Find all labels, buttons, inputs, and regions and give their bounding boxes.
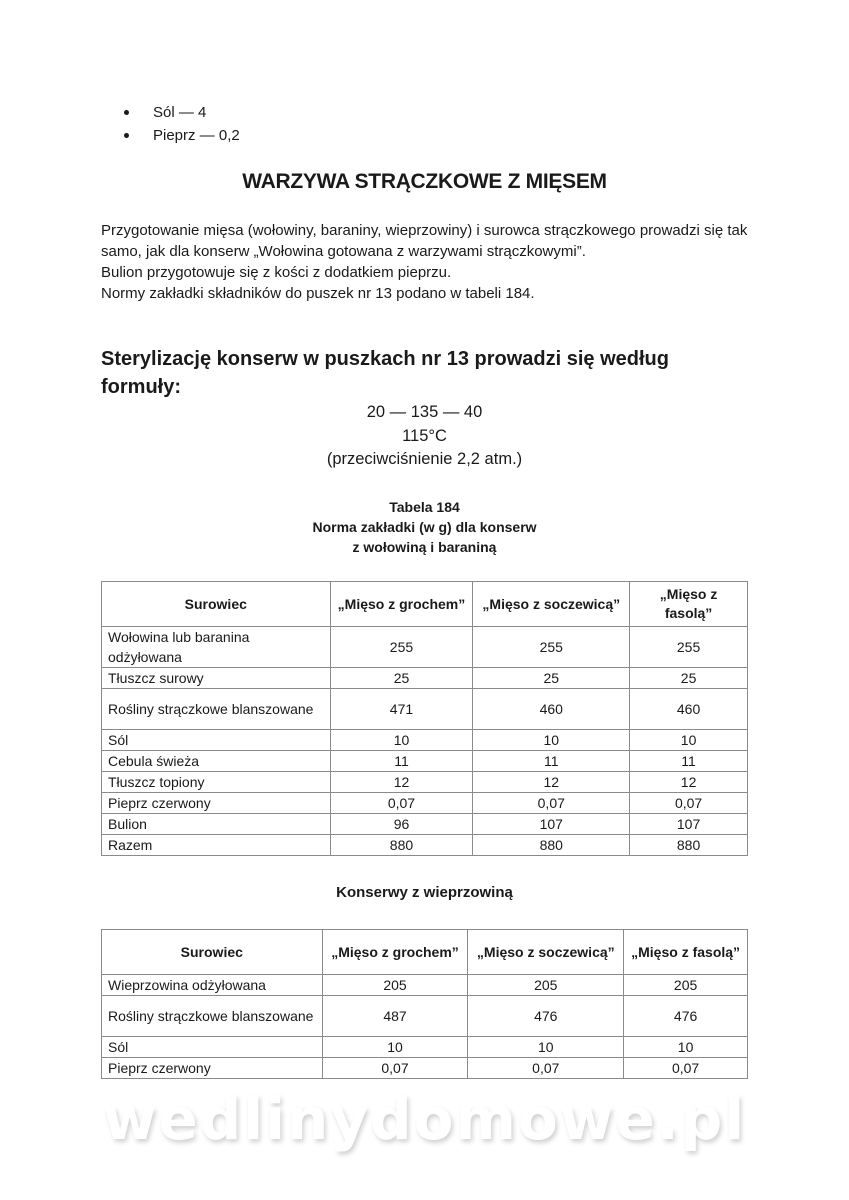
ingredient-cell: Cebula świeża [102,751,331,772]
value-cell: 471 [330,689,473,730]
value-cell: 460 [630,689,748,730]
table-row [102,668,748,689]
bullet-dot-icon [124,133,129,138]
table-row-total [102,835,748,856]
table-row [102,751,748,772]
preparation-description [101,220,751,304]
bullet-text: Sól — 4 [153,104,207,121]
table-row [102,627,748,668]
table-row [102,772,748,793]
table-row [102,975,748,996]
value-cell: 25 [330,668,473,689]
ingredient-cell: Razem [102,835,331,856]
column-header: Surowiec [102,582,331,627]
table-subtitle: z wołowiną i baraniną [352,539,497,555]
column-header: „Mięso z fasolą” [624,930,748,975]
sterilization-formula [0,401,849,472]
value-cell: 205 [468,975,624,996]
value-cell: 107 [473,814,630,835]
value-cell: 0,07 [330,793,473,814]
table2-caption: Konserwy z wieprzowiną [336,884,513,901]
value-cell: 25 [473,668,630,689]
paragraph: Normy zakładki składników do puszek nr 13 podano w tabeli 184. [101,285,535,302]
value-cell: 12 [473,772,630,793]
value-cell: 0,07 [473,793,630,814]
table-row [102,793,748,814]
value-cell: 96 [330,814,473,835]
ingredient-cell: Rośliny strączkowe blanszowane [102,689,331,730]
sterilization-heading: Sterylizację konserw w puszkach nr 13 prowadzi się według formuły: [101,348,669,398]
bullet-item [124,124,240,147]
table-number: Tabela 184 [389,499,460,515]
value-cell: 255 [330,627,473,668]
column-header: Surowiec [102,930,323,975]
value-cell: 0,07 [468,1058,624,1079]
value-cell: 487 [322,996,468,1037]
value-cell: 10 [322,1037,468,1058]
column-header: „Mięso z soczewicą” [473,582,630,627]
bullet-item [124,101,240,124]
table-row [102,814,748,835]
value-cell: 476 [468,996,624,1037]
value-cell: 10 [473,730,630,751]
ingredient-cell: Wieprzowina odżyłowana [102,975,323,996]
column-header: „Mięso z fasolą” [630,582,748,627]
value-cell: 11 [473,751,630,772]
formula-times: 20 — 135 — 40 [366,403,483,421]
table-header-row [102,582,748,627]
value-cell: 0,07 [630,793,748,814]
column-header: „Mięso z grochem” [322,930,468,975]
table1-caption [0,497,849,557]
ingredient-cell: Pieprz czerwony [102,1058,323,1079]
section-title: WARZYWA STRĄCZKOWE Z MIĘSEM [242,170,607,193]
value-cell: 10 [630,730,748,751]
bullet-dot-icon [124,110,129,115]
ingredient-cell: Sól [102,730,331,751]
value-cell: 255 [630,627,748,668]
value-cell: 12 [630,772,748,793]
value-cell: 476 [624,996,748,1037]
column-header: „Mięso z grochem” [330,582,473,627]
paragraph: Przygotowanie mięsa (wołowiny, baraniny, wieprzowiny) i surowca strączkowego prowadzi się tak samo, jak dla konserw „Wołowina gotowana z warzywami strączkowymi”. [101,222,748,260]
value-cell: 107 [630,814,748,835]
value-cell: 0,07 [322,1058,468,1079]
table-pork [101,929,748,1079]
value-cell: 10 [624,1037,748,1058]
ingredient-cell: Tłuszcz surowy [102,668,331,689]
value-cell: 205 [624,975,748,996]
ingredient-cell: Rośliny strączkowe blanszowane [102,996,323,1037]
value-cell: 460 [473,689,630,730]
value-cell: 10 [330,730,473,751]
ingredient-cell: Pieprz czerwony [102,793,331,814]
table-row [102,689,748,730]
table-row [102,1037,748,1058]
ingredient-cell: Bulion [102,814,331,835]
column-header: „Mięso z soczewicą” [468,930,624,975]
table-row [102,730,748,751]
value-cell: 11 [330,751,473,772]
table-row [102,996,748,1037]
formula-pressure: (przeciwciśnienie 2,2 atm.) [326,450,523,468]
value-cell: 10 [468,1037,624,1058]
table-beef-lamb [101,581,748,856]
table-header-row [102,930,748,975]
value-cell: 880 [473,835,630,856]
formula-temperature: 115°C [402,426,447,445]
ingredient-cell: Sól [102,1037,323,1058]
watermark-text: wedlinydomowe.pl [102,1085,747,1153]
ingredient-bullet-list [124,101,240,147]
value-cell: 0,07 [624,1058,748,1079]
value-cell: 11 [630,751,748,772]
bullet-text: Pieprz — 0,2 [153,127,240,144]
value-cell: 12 [330,772,473,793]
value-cell: 25 [630,668,748,689]
table-title: Norma zakładki (w g) dla konserw [312,519,537,535]
value-cell: 880 [630,835,748,856]
ingredient-cell: Wołowina lub baranina odżyłowana [102,627,331,668]
value-cell: 205 [322,975,468,996]
paragraph: Bulion przygotowuje się z kości z dodatkiem pieprzu. [101,264,452,281]
value-cell: 255 [473,627,630,668]
table-row [102,1058,748,1079]
value-cell: 880 [330,835,473,856]
ingredient-cell: Tłuszcz topiony [102,772,331,793]
